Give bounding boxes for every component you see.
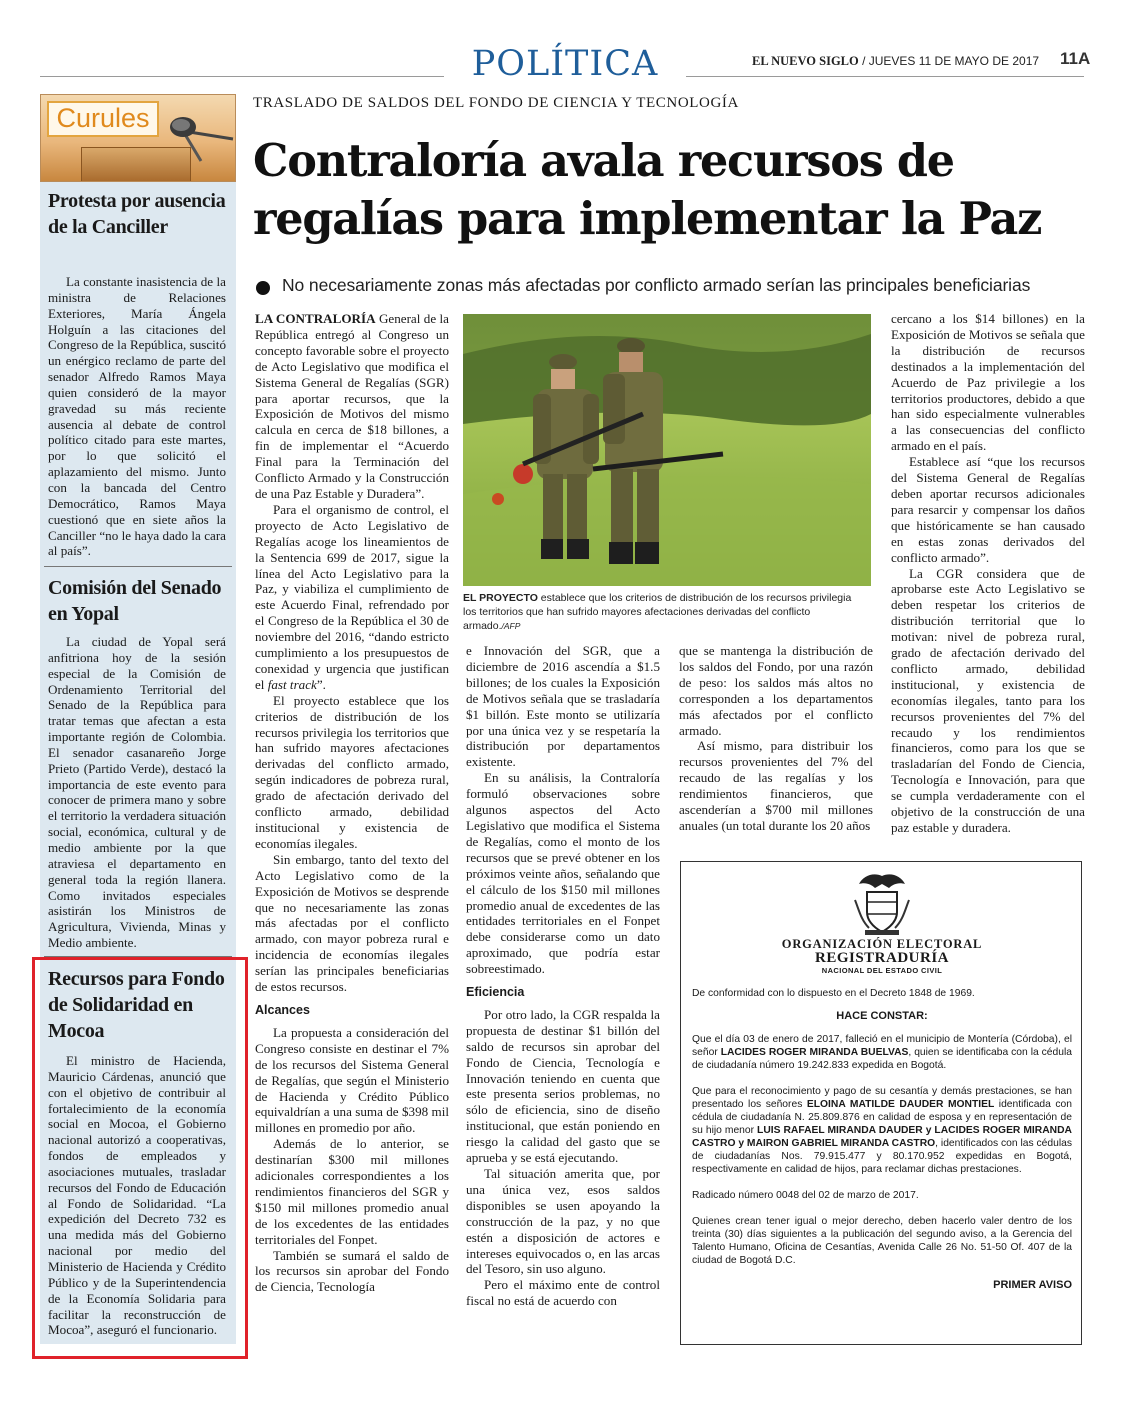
paragraph: Sin embargo, tanto del texto del Acto Legislativo como de la Exposición de Motivos se desprende que no necesariamente las zonas más afectadas por el conflicto armado, con mayor pobreza rural e incidencia de economías ilegales serían las principales beneficiarias de estos recursos.: [255, 851, 449, 995]
paragraph: Establece así “que los recursos del Sistema General de Regalías deben aportar recursos adicionales para resarcir y compensar los daños que históricamente se han causado en estas zonas derivados del conflicto armado”.: [891, 454, 1085, 565]
article-deck: No necesariamente zonas más afectadas por conflicto armado serían las principales beneficiarias: [282, 275, 1031, 295]
paragraph: La CGR considera que de aprobarse este Acto Legislativo se deben respetar los criterios de distribución territorial que lo motivan: nivel de pobreza rural, grado de afectación derivado del conflicto armado, debilidad institucional, y existencia de economías ilegales, tanto para los recursos provenientes del 7% del recaudo y los rendimientos financieros, como para los que se trasladarían del Fondo de Ciencia, Tecnología e Innovación, para que se cumpla verdaderamente con el objetivo de la construcción de una paz estable y duradera.: [891, 565, 1085, 835]
lead-in: LA CONTRALORÍA: [255, 311, 376, 326]
paragraph: Además de lo anterior, se destinarían $300 mil millones adicionales correspondientes a los rendimientos financieros del SGR y $150 mil millones promedio anual de los excedentes de las entidades territoriales del Fonpet.: [255, 1136, 449, 1247]
paragraph: En su análisis, la Contraloría formuló observaciones sobre algunos aspectos del Acto Legislativo que modifica el Sistema de Regalías, como el monto de los recursos que se prevé obtener en los próximos veinte años, señalando que el cálculo de los $150 mil millones promedio anual de excedentes de las entidades territoriales en el Fonpet debe considerarse como un dato aproximado, que podría estar sobreestimado.: [466, 770, 660, 977]
newspaper-name: EL NUEVO SIGLO: [752, 54, 859, 68]
article-column-1: [255, 311, 449, 1295]
sidebar-headline-1: Protesta por ausencia de la Canciller: [48, 190, 226, 238]
subheading-alcances: Alcances: [255, 1002, 310, 1017]
notice-name: LACIDES ROGER MIRANDA BUELVAS: [720, 1047, 909, 1058]
caption-lead: EL PROYECTO: [463, 592, 538, 604]
paragraph: Pero el máximo ente de control fiscal no está de acuerdo con: [466, 1277, 660, 1309]
article-column-2: [466, 643, 660, 1309]
notice-registraduria: REGISTRADURÍA: [814, 950, 950, 966]
sidebar-divider: [44, 566, 232, 567]
notice-primer-aviso: PRIMER AVISO: [993, 1279, 1072, 1291]
italic-term: fast track: [267, 676, 317, 692]
sidebar-body-1: La constante inasistencia de la ministra de Relaciones Exteriores, María Ángela Holguín a las citaciones del Congreso de la República, suscitó un enérgico reclamo de parte del senador Alfredo Ramos Maya quien consideró de la mayor gravedad su más reciente ausencia al debate de control político citado para este martes, por lo que solicitó el aplazamiento del mismo. Junto con la bancada del Centro Democrático, Ramos Maya cuestionó que en siete años la Canciller “no le haya dado la cara al país”.: [48, 274, 226, 559]
photo-caption: [463, 591, 867, 633]
notice-paragraph: [692, 1033, 1072, 1072]
header-rule-left: [40, 76, 444, 77]
article-headline: Contraloría avala recursos de regalías para implementar la Paz: [253, 135, 1042, 245]
page-number: 11A: [1060, 49, 1091, 68]
sidebar-body-3: El ministro de Hacienda, Mauricio Cárdenas, anunció que con el objetivo de contribuir al fortalecimiento de la economía social en Mocoa, el Gobierno nacional autorizó a cooperativas, fondos de empleados y asociaciones mutuales, trasladar recursos del Fondo de Educación al Fondo de Solidaridad. “La expedición del Decreto 732 es una medida más del Gobierno nacional por medio del Ministerio de Hacienda y Crédito Público y de la Superintendencia de la Economía Solidaria para facilitar la reconstrucción de Mocoa”, aseguró el funcionario.: [48, 1053, 226, 1338]
article-column-4: [891, 311, 1085, 836]
notice-paragraph: [692, 1085, 1072, 1176]
paragraph: e Innovación del SGR, que a diciembre de 2016 ascendía a $1.5 billones; de los cuales la Exposición de Motivos señala que se trasladaría $1 billón. Este monto se utilizaría por una única vez y se respetaría la distribución por departamentos existente.: [466, 643, 660, 770]
paragraph-text: ”.: [316, 676, 326, 692]
subheading-eficiencia: Eficiencia: [466, 985, 525, 1000]
paragraph: [255, 502, 449, 693]
notice-text: , quien se identificaba con la cédula de ciudadanía número 19.242.833 expedida en Bogotá.: [692, 1047, 1072, 1071]
curules-label: Curules: [47, 101, 159, 137]
notice-name: LUIS RAFAEL MIRANDA DAUDER y LACIDES ROGER MIRANDA CASTRO y MAIRON GABRIEL MIRANDA CASTRO: [692, 1125, 1072, 1149]
paragraph-text: Para el organismo de control, el proyecto de Acto Legislativo de Regalías acoge los lineamientos de la Sentencia 699 de 2017, sigue la línea del Acto Legislativo para la Paz, y viabiliza el cumplimiento de este Acuerdo Final, refrendado por el Congreso de la República el 30 de noviembre del 2016, “dando estricto cumplimiento a los presupuestos de conexidad y urgencia que justifican el: [255, 501, 449, 692]
paragraph: Por otro lado, la CGR respalda la propuesta de destinar $1 billón del saldo de recursos sin aprobar del Fondo de Ciencia, Tecnología e Innovación teniendo en cuenta que este presenta serios problemas, no sólo de eficiencia, sino de diseño institucional, que están poniendo en riesgo la calidad del gasto que se aprueba y se está ejecutando.: [466, 1006, 660, 1166]
notice-text: , identificados con las cédulas de ciudadanías Nos. 79.915.477 y 80.170.952 expedidas en Bogotá, respectivamente en calidad de hijos, para reclamar dichas prestaciones.: [692, 1138, 1073, 1175]
paragraph: El proyecto establece que los criterios de distribución de los recursos privilegia los territorios que han sufrido mayores afectaciones derivadas del conflicto armado, según indicadores de pobreza rural, grado de afectación derivado del conflicto armado, debilidad institucional y existencia de economías ilegales.: [255, 692, 449, 851]
paragraph: [255, 311, 449, 502]
sidebar-headline-3: Recursos para Fondo de Solidaridad en Mocoa: [48, 968, 225, 1042]
bullet-icon: [256, 281, 270, 295]
highlight-box: [32, 957, 248, 1359]
seal-wrapper: [692, 870, 1072, 938]
microphone-icon: [161, 109, 236, 163]
coat-of-arms-icon: [851, 870, 913, 936]
curules-banner: [40, 94, 236, 182]
paragraph-text: General de la República entregó al Congreso un concepto favorable sobre el proyecto de Acto Legislativo que modifica el Sistema General de Regalías (SGR) para aportar recursos, que la Exposición de Motivos del mismo calcula en cerca de $18 billones, a fin de implementar el “Acuerdo Final para la Terminación del Conflicto Armado y la Construcción de una Paz Estable y Duradera”.: [255, 311, 449, 501]
notice-hace-constar: HACE CONSTAR:: [836, 1010, 928, 1022]
section-title: POLÍTICA: [471, 44, 659, 84]
notice-text: identificada con cédula de ciudadanía N. 25.809.876 en calidad de esposa y en representación de su hijo menor: [692, 1099, 1072, 1136]
notice-subtitle: NACIONAL DEL ESTADO CIVIL: [821, 966, 943, 975]
photo-credit: /AFP: [501, 621, 521, 631]
notice-paragraph: Radicado número 0048 del 02 de marzo de 2017.: [692, 1190, 919, 1201]
paragraph: que se mantenga la distribución de los saldos del Fondo, por una razón de peso: los saldos más altos no corresponden a los departamentos más afectados por el conflicto armado.: [679, 643, 873, 738]
notice-paragraph: De conformidad con lo dispuesto en el Decreto 1848 de 1969.: [692, 988, 975, 999]
sidebar-body-2: La ciudad de Yopal será anfitriona hoy de la sesión especial de la Comisión de Ordenamiento Territorial del Senado de la República para tratar temas que afectan a esta importante región de Colombia. El senador casanareño Jorge Prieto (Partido Verde), destacó la importancia de este evento para conocer de primera mano y sobre el territorio la verdadera situación social, económica, cultural y de medio ambiente por la que atraviesa el departamento en general toda la región llanera. Como invitados especiales asistirán los Ministros de Agricultura, Vivienda, Minas y Medio ambiente.: [48, 634, 226, 951]
article-column-3: [679, 643, 873, 834]
header-rule-right: [686, 76, 1084, 77]
issue-date: / JUEVES 11 DE MAYO DE 2017: [862, 54, 1040, 68]
paragraph: Así mismo, para distribuir los recursos provenientes del 7% del recaudo de las regalías y los rendimientos financieros, que ascenderían a $700 mil millones anuales (un total durante los 20 años: [679, 738, 873, 833]
notice-name: ELOINA MATILDE DAUDER MONTIEL: [806, 1099, 995, 1110]
paragraph: También se sumará el saldo de los recursos sin aprobar del Fondo de Ciencia, Tecnología: [255, 1247, 449, 1295]
article-photo: [463, 314, 871, 586]
notice-content: [692, 870, 1072, 1292]
notice-text: Que el día 03 de enero de 2017, falleció en el municipio de Montería (Córdoba), el señor: [692, 1034, 1072, 1058]
notice-org: ORGANIZACIÓN ELECTORAL: [781, 937, 983, 951]
caption-text: establece que los criterios de distribución de los recursos privilegia los territorios que han sufrido mayores afectaciones derivadas del conflicto armado.: [463, 592, 852, 632]
article-kicker: TRASLADO DE SALDOS DEL FONDO DE CIENCIA Y TECNOLOGÍA: [253, 95, 739, 111]
sidebar-headline-2: Comisión del Senado en Yopal: [48, 577, 222, 625]
paragraph: La propuesta a consideración del Congreso consiste en destinar el 7% de los recursos del Sistema General de Regalías, que según el Ministerio de Hacienda y Crédito Público equivaldrían a una suma de $398 mil millones en promedio por año.: [255, 1024, 449, 1136]
notice-paragraph: Quienes crean tener igual o mejor derecho, deben hacerlo valer dentro de los treinta (30) días siguientes a la publicación del segundo aviso, a la Gerencia del Talento Humano, Oficina de Cesantías, Avenida Calle 26 No. 51-50 Of. 407 de la ciudad de Bogotá D.C.: [692, 1216, 1072, 1266]
notice-text: Que para el reconocimiento y pago de su cesantía y demás prestaciones, se han presentado los señores: [692, 1086, 1072, 1110]
masthead: [752, 54, 1039, 69]
paragraph: cercano a los $14 billones) en la Exposición de Motivos se señala que la distribución de recursos destinados a la implementación del Acuerdo de Paz privilegie a los territorios productores, debido a que han sido especialmente vulnerables a las consecuencias del conflicto armado en el país.: [891, 311, 1085, 454]
paragraph: Tal situación amerita que, por una única vez, esos saldos disponibles se usen apoyando la construcción de la paz, y no que estén a disposición de actores e intereses equivocados o, en las arcas del Tesoro, sin uso alguno.: [466, 1166, 660, 1277]
soldiers-photo: [463, 314, 871, 586]
